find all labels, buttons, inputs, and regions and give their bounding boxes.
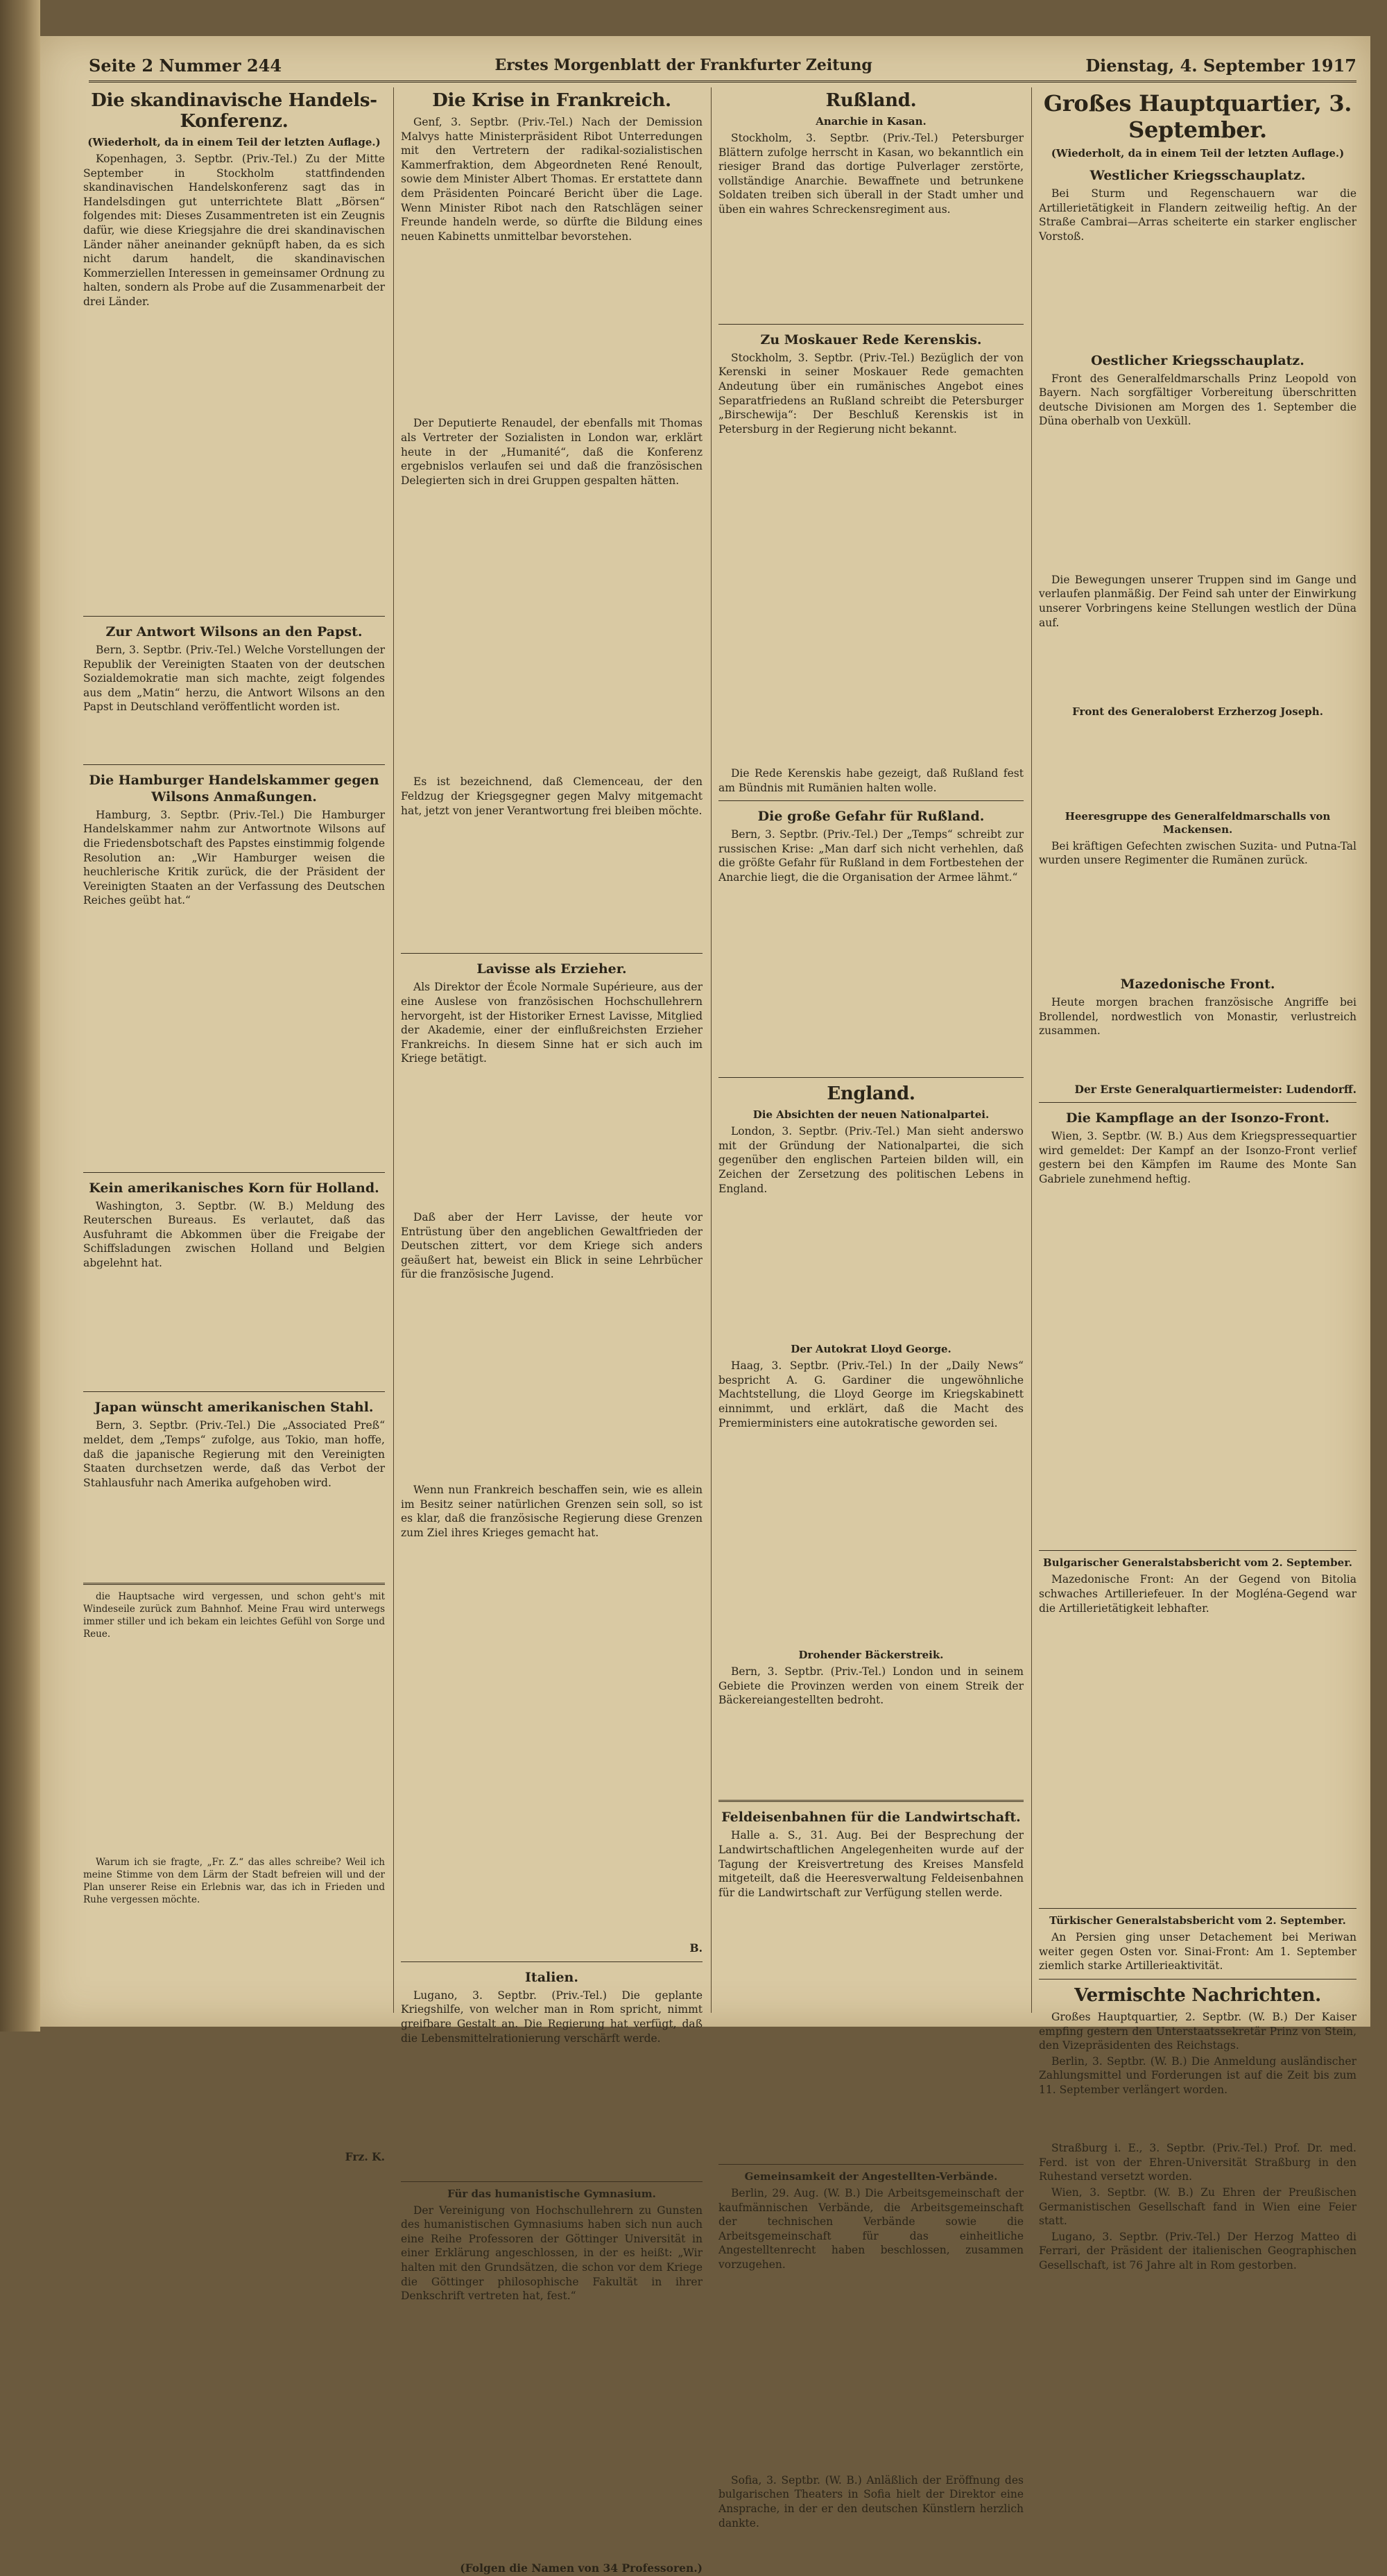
article-subhead: Der Autokrat Lloyd George. (791, 1343, 951, 1356)
article-subhead: Die Absichten der neuen Nationalpartei. (752, 1108, 990, 1122)
article-headline: Gemeinsamkeit der Angestellten-Verbände. (744, 2170, 998, 2183)
article-text: Lugano, 3. Septbr. (Priv.-Tel.) Der Herzog Matteo di Ferrari, der Präsident der italienischen Geographischen Gesellschaft, ist 76 Jahre alt in Rom gestorben. (1039, 2230, 1356, 2272)
page-binding-edge (0, 0, 40, 2032)
section-heading: Front des Generaloberst Erzherzog Joseph. (1072, 705, 1323, 719)
article-text: Der Vereinigung von Hochschullehrern zu Gunsten des humanistischen Gymnasiums haben sich nun auch eine Reihe Professoren der Göttinger Universität in einer Erklärung angeschlossen, in der es heißt: „Wir halten mit den Grundsätzen, die schon vor dem Kriege die Göttinger philosophische Fakultät in ihrer Denkschrift vertreten hat, fest.“ (401, 2204, 703, 2303)
article-text: Die Rede Kerenskis habe gezeigt, daß Rußland fest am Bündnis mit Rumänien halten wolle. (718, 766, 1024, 794)
article-text: Halle a. S., 31. Aug. Bei der Besprechung der Landwirtschaftlichen Angelegenheiten wurde auf der Tagung der Kreisvertretung des Kreises Mansfeld mitgeteilt, daß die Heeresverwaltung Feldeisenbahnen für die Landwirtschaft zur Verfügung stellen werde. (718, 1829, 1024, 1899)
signature-note: (Folgen die Namen von 34 Professoren.) (460, 2561, 703, 2575)
article-headline: Bulgarischer Generalstabsbericht vom 2. September. (1043, 1556, 1352, 1570)
newspaper-page (40, 36, 1370, 2575)
columns (83, 87, 1356, 2575)
feuilleton-text: die Hauptsache wird vergessen, und schon geht's mit Windeseile zurück zum Bahnhof. Meine Frau wird unterwegs immer stiller und ich bekam ein leichtes Gefühl von Sorge und Reue. (83, 1590, 385, 1640)
article-headline: Vermischte Nachrichten. (1074, 1984, 1321, 2006)
column-rule (393, 87, 394, 2013)
article-headline: Die Kampflage an der Isonzo-Front. (1066, 1110, 1329, 1126)
article-text: Bern, 3. Septbr. (Priv.-Tel.) London und in seinem Gebiete die Provinzen werden von einem Streik der Bäckereiangestellten bedroht. (718, 1665, 1024, 1707)
article-headline: Kein amerikanisches Korn für Holland. (89, 1180, 379, 1196)
article-text: Mazedonische Front: An der Gegend von Bitolia schwaches Artilleriefeuer. In der Mogléna-Gegend war die Artillerietätigkeit lebhafter. (1039, 1573, 1356, 1615)
article-subhead: Anarchie in Kasan. (816, 115, 927, 128)
article-text: Front des Generalfeldmarschalls Prinz Leopold von Bayern. Nach sorgfältiger Vorbereitung überschritten deutsche Divisionen am Morgen des 1. September die Düna oberhalb von Uexküll. (1039, 372, 1356, 428)
article-text: Wenn nun Frankreich beschaffen sein, wie es allein im Besitz seiner natürlichen Grenzen sein soll, so ist es klar, daß die französische Regierung diese Grenzen zum Ziel ihres Krieges gemacht hat. (401, 1484, 703, 1539)
article-text: Bern, 3. Septbr. (Priv.-Tel.) Der „Temps“ schreibt zur russischen Krise: „Man darf sich nicht verhehlen, daß die größte Gefahr für Rußland in dem Fortbestehen der Anarchie liegt, die die Organisation der Armee lähmt.“ (718, 828, 1024, 884)
article-text: Der Deputierte Renaudel, der ebenfalls mit Thomas als Vertreter der Sozialisten in London war, erklärt heute in der „Humanité“, daß die Konferenz ergebnislos verlaufen sei und daß die französischen Delegierten sich in drei Gruppen gespalten hätten. (401, 417, 703, 487)
article-text: Hamburg, 3. Septbr. (Priv.-Tel.) Die Hamburger Handelskammer nahm zur Antwortnote Wilsons auf die Friedensbotschaft des Papstes einstimmig folgende Resolution an: „Wir Hamburger weisen die heuchlerische Kritik zurück, die der Präsident der Vereinigten Staaten an der Verfassung des Deutschen Reiches geübt hat.“ (83, 808, 385, 907)
article-text: Es ist bezeichnend, daß Clemenceau, der den Feldzug der Kriegsgegner gegen Malvy mitgemacht hat, jetzt von jener Verantwortung frei bleiben möchte. (401, 775, 703, 817)
article-subhead: Drohender Bäckerstreik. (798, 1649, 944, 1661)
section-heading: Mazedonische Front. (1120, 977, 1275, 993)
article-text: Die Bewegungen unserer Truppen sind im Gange und verlaufen planmäßig. Der Feind sah unter der Einwirkung unserer Vorbringens keine Stellungen westlich der Düna auf. (1039, 573, 1356, 629)
article-text: Kopenhagen, 3. Septbr. (Priv.-Tel.) Zu der Mitte September in Stockholm stattfindenden skandinavischen Handelskonferenz sagt das in Handelsdingen gut unterrichtete Blatt „Börsen“ folgendes mit: Dieses Zusammentreten ist ein Zeugnis dafür, wie diese Kriegsjahre die drei skandinavischen Länder näher aneinander geknüpft haben, da es sich nicht darum handelt, die skandinavischen Kommerziellen Interessen in gemeinsamer Ordnung zu halten, sondern als Probe auf die Zusammenarbeit der drei Länder. (83, 153, 386, 308)
article-text: London, 3. Septbr. (Priv.-Tel.) Man sieht anderswo mit der Gründung der Nationalpartei, die sich gegenüber den englischen Parteien bilden will, ein Zeichen der Zersetzung des politischen Lebens in England. (718, 1125, 1024, 1195)
article-text: Haag, 3. Septbr. (Priv.-Tel.) In der „Daily News“ bespricht A. G. Gardiner die ungewöhnliche Machtstellung, die Lloyd George im Kriegskabinett einnimmt, und erklärt, daß die Macht des Premierministers eine autokratische geworden sei. (718, 1359, 1024, 1429)
article-text: Stockholm, 3. Septbr. (Priv.-Tel.) Bezüglich der von Kerenski in seiner Moskauer Rede gemachten Andeutung über ein rumänisches Angebot eines Separatfriedens an Rußland schreibt die Petersburger „Birschewija“: Der Beschluß Kerenskis ist in Petersburg in der Regierung nicht bekannt. (718, 351, 1024, 436)
author-signature: Frz. K. (345, 2149, 385, 2163)
article-headline: Zur Antwort Wilsons an den Papst. (105, 624, 363, 639)
article-text: Bei Sturm und Regenschauern war die Artillerietätigkeit in Flandern zeitweilig heftig. An der Straße Cambrai—Arras scheiterte ein starker englischer Vorstoß. (1039, 187, 1356, 243)
article-text: Genf, 3. Septbr. (Priv.-Tel.) Nach der Demission Malvys hatte Ministerpräsident Ribot Unterredungen mit den Vertretern der radikal-sozialistischen Kammerfraktion, dem Abgeordneten René Renoult, sowie dem Minister Albert Thomas. Er erstattete dann dem Präsidenten Poincaré Bericht über die Lage. Wenn Minister Ribot nach den Ratschlägen seiner Freunde handeln werde, so dürfte die Bildung eines neuen Kabinetts unmittelbar bevorstehen. (401, 116, 703, 243)
section-heading: Heeresgruppe des Generalfeldmarschalls von Mackensen. (1065, 809, 1331, 836)
article-text: Berlin, 3. Septbr. (W. B.) Die Anmeldung ausländischer Zahlungsmittel und Forderungen ist auf die Zeit bis zum 11. September verlängert worden. (1039, 2054, 1356, 2096)
column-3 (718, 87, 1024, 2530)
column-1 (83, 87, 386, 2163)
article-headline: Zu Moskauer Rede Kerenskis. (760, 332, 982, 347)
column-2 (401, 87, 703, 2575)
article-text: Sofia, 3. Septbr. (W. B.) Anläßlich der Eröffnung des bulgarischen Theaters in Sofia hielt der Direktor eine Ansprache, in der er den deutschen Künstlern herzlich dankte. (718, 2473, 1024, 2530)
section-heading: Westlicher Kriegsschauplatz. (1089, 168, 1306, 183)
article-headline: Japan wünscht amerikanischen Stahl. (94, 1400, 374, 1416)
article-headline: Italien. (525, 1969, 578, 1985)
date-line: Dienstag, 4. September 1917 (1085, 55, 1356, 76)
article-subhead: (Wiederholt, da in einem Teil der letzten Auflage.) (1051, 147, 1345, 160)
article-text: Großes Hauptquartier, 2. Septbr. (W. B.) Der Kaiser empfing gestern den Unterstaatssekretär Prinz von Stein, den Vizepräsidenten des Reichstags. (1039, 2010, 1356, 2052)
article-text: Als Direktor der École Normale Supérieure, aus der eine Auslese von französischen Hochschullehrern hervorgeht, ist der Historiker Ernest Lavisse, Mitglied der Akademie, einer der einflußreichsten Erzieher Frankreichs. In diesem Sinne hat er sich auch im Kriege betätigt. (401, 981, 703, 1065)
article-text: Straßburg i. E., 3. Septbr. (Priv.-Tel.) Prof. Dr. med. Ferd. ist von der Ehren-Universität Straßburg in den Ruhestand versetzt worden. (1039, 2142, 1356, 2183)
article-headline: Lavisse als Erzieher. (476, 961, 627, 977)
article-headline: Großes Hauptquartier, 3. September. (1043, 90, 1352, 143)
article-text: An Persien ging unser Detachement bei Meriwan weiter gegen Osten vor. Sinai-Front: Am 1. September ziemlich starke Artillerieaktivität. (1039, 1931, 1356, 1973)
article-headline: Für das humanistische Gymnasium. (447, 2187, 656, 2200)
article-headline: England. (827, 1083, 915, 1105)
article-text: Washington, 3. Septbr. (W. B.) Meldung des Reuterschen Bureaus. Es verlautet, daß das Ausfuhramt die Abkommen über die Freigabe der Schiffsladungen zwischen Holland und Belgien abgelehnt hat. (83, 1199, 385, 1269)
article-text: Heute morgen brachen französische Angriffe bei Brollendel, nordwestlich von Monastir, verlustreich zusammen. (1039, 996, 1356, 1038)
column-4 (1039, 87, 1356, 2272)
article-subhead: (Wiederholt, da in einem Teil der letzten Auflage.) (87, 136, 381, 148)
author-signature: Der Erste Generalquartiermeister: Ludendorff. (1074, 1082, 1356, 1096)
article-text: Daß aber der Herr Lavisse, der heute vor Entrüstung über den angeblichen Gewaltfrieden der Deutschen zittert, vor dem Kriege sich anders geäußert hat, beweist ein Blick in seine Lehrbücher für die französische Jugend. (401, 1210, 703, 1281)
article-text: Bern, 3. Septbr. (Priv.-Tel.) Welche Vorstellungen der Republik der Vereinigten Staaten von der deutschen Sozialdemokratie man sich machte, zeigt folgendes aus dem „Matin“ herzu, die Antwort Wilsons an den Papst in Deutschland veröffentlicht worden ist. (83, 644, 385, 714)
article-headline: Türkischer Generalstabsbericht vom 2. September. (1049, 1914, 1346, 1927)
article-text: Wien, 3. Septbr. (W. B.) Zu Ehren der Preußischen Germanistischen Gesellschaft fand in Wien eine Feier statt. (1039, 2186, 1356, 2228)
article-text: Wien, 3. Septbr. (W. B.) Aus dem Kriegspressequartier wird gemeldet: Der Kampf an der Isonzo-Front verlief gestern bei den Kämpfen im Raume des Monte San Gabriele zunehmend heftig. (1039, 1130, 1356, 1186)
column-rule (711, 87, 712, 2013)
article-text: Bei kräftigen Gefechten zwischen Suzita- und Putna-Tal wurden unsere Regimenter die Rumänen zurück. (1039, 839, 1356, 867)
author-signature: B. (689, 1941, 703, 1955)
article-text: Lugano, 3. Septbr. (Priv.-Tel.) Die geplante Kriegshilfe, von welcher man in Rom spricht, nimmt greifbare Gestalt an. Die Regierung hat verfügt, daß die Lebensmittelrationierung verschärft werde. (401, 1989, 703, 2045)
article-headline: Rußland. (825, 90, 917, 111)
masthead: Erstes Morgenblatt der Frankfurter Zeitung (494, 56, 872, 74)
article-headline: Die Krise in Frankreich. (432, 90, 671, 111)
article-headline: Die große Gefahr für Rußland. (757, 809, 985, 825)
section-heading: Oestlicher Kriegsschauplatz. (1091, 352, 1304, 368)
page-header (89, 50, 1356, 83)
article-headline: Die Hamburger Handelskammer gegen Wilsons Anmaßungen. (89, 772, 379, 805)
article-text: Bern, 3. Septbr. (Priv.-Tel.) Die „Associated Preß“ meldet, dem „Temps“ zufolge, aus Tokio, man hoffe, daß die japanische Regierung mit den Vereinigten Staaten durchsetzen werde, daß das Verbot der Stahlausfuhr nach Amerika aufgehoben wird. (83, 1419, 385, 1489)
article-text: Stockholm, 3. Septbr. (Priv.-Tel.) Petersburger Blättern zufolge herrscht in Kasan, wo bekanntlich ein riesiger Brand das dortige Pulverlager zerstörte, vollständige Anarchie. Bewaffnete und betrunkene Soldaten treiben sich überall in der Stadt umher und üben ein wahres Schreckensregiment aus. (718, 132, 1024, 216)
article-headline: Feldeisenbahnen für die Landwirtschaft. (721, 1810, 1021, 1826)
article-text: Berlin, 29. Aug. (W. B.) Die Arbeitsgemeinschaft der kaufmännischen Verbände, die Arbeitsgemeinschaft der technischen Verbände sowie die Arbeitsgemeinschaft für das einheitliche Angestelltenrecht haben beschlossen, zusammen vorzugehen. (718, 2187, 1024, 2271)
article-headline: Die skandinavische Handels-Konferenz. (91, 90, 377, 132)
column-rule (1031, 87, 1032, 2013)
feuilleton-text: Warum ich sie fragte, „Fr. Z.“ das alles schreibe? Weil ich meine Stimme von dem Lärm der Stadt befreien will und der Plan unserer Reise ein Erlebnis war, das ich in Frieden und Ruhe vergessen möchte. (83, 1856, 385, 1905)
page-number: Seite 2 Nummer 244 (89, 55, 282, 76)
